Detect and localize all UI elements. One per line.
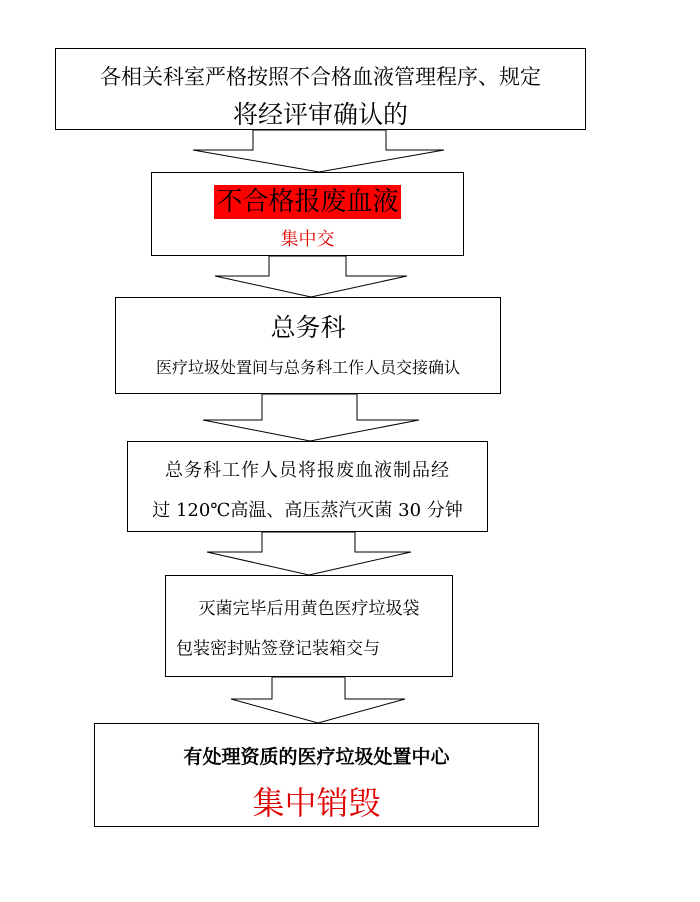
step-1-line-2: 将经评审确认的 <box>232 100 408 129</box>
step-4-line-1: 总务科工作人员将报废血液制品经 <box>165 460 450 481</box>
step-6-line-1: 有处理资质的医疗垃圾处置中心 <box>183 746 450 768</box>
arrow-2-icon <box>215 256 407 297</box>
step-2-line-2: 集中交 <box>280 229 335 250</box>
arrow-1-icon <box>193 130 444 172</box>
step-1-line-1: 各相关科室严格按照不合格血液管理程序、规定 <box>100 65 541 89</box>
step-3-line-2: 医疗垃圾处置间与总务科工作人员交接确认 <box>155 358 460 377</box>
arrow-5-icon <box>231 677 405 723</box>
step-4-line-2: 过 120℃高温、高压蒸汽灭菌 30 分钟 <box>152 500 463 521</box>
step-1-box <box>55 48 586 130</box>
step-2-box <box>151 172 464 256</box>
step-5-box <box>165 575 453 677</box>
step-6-line-2: 集中销毁 <box>252 784 381 822</box>
step-2-line-1 <box>152 181 463 218</box>
arrow-4-icon <box>207 532 411 575</box>
step-5-line-1: 灭菌完毕后用黄色医疗垃圾袋 <box>198 599 420 619</box>
arrow-3-icon <box>203 394 419 441</box>
highlighted-title: 不合格报废血液 <box>216 187 399 217</box>
step-3-line-1: 总务科 <box>270 313 346 342</box>
step-4-box <box>127 441 488 532</box>
step-5-line-2: 包装密封贴签登记装箱交与 <box>176 639 380 659</box>
step-6-box <box>94 723 539 827</box>
step-3-box <box>115 297 501 394</box>
